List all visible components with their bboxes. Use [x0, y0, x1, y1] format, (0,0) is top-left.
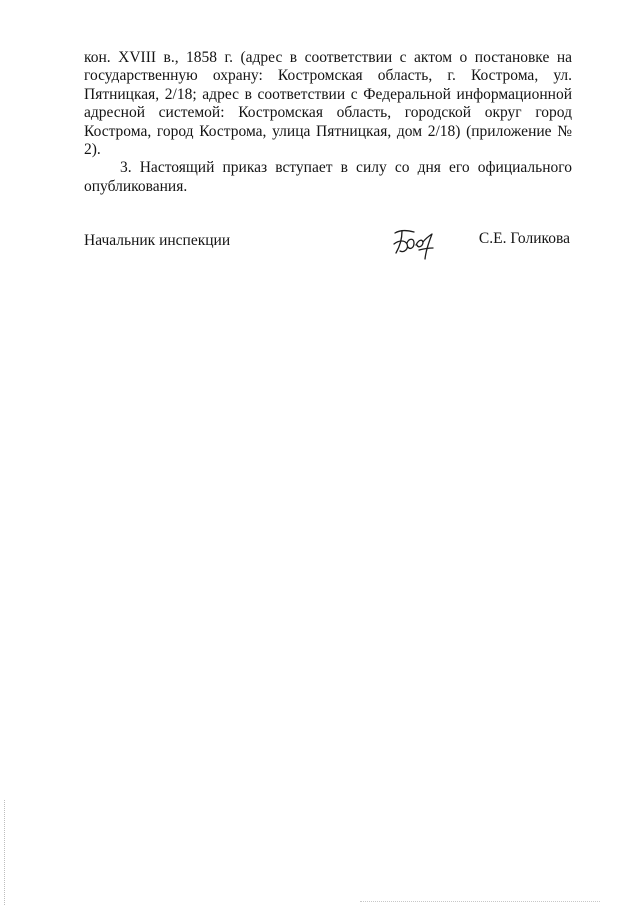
- handwritten-signature-icon: [390, 226, 438, 262]
- signatory-position: Начальник инспекции: [84, 232, 231, 249]
- scan-edge-artifact: [4, 800, 5, 905]
- signer-name: С.Е. Голикова: [478, 230, 570, 247]
- order-item-3: 3. Настоящий приказ вступает в силу со дня его официального опубликования.: [84, 159, 572, 195]
- signature-block: [84, 226, 570, 266]
- scan-bottom-artifact: [360, 901, 600, 902]
- continuation-paragraph: кон. XVIII в., 1858 г. (адрес в соответствии с актом о постановке на государственную охрану: Костромская область, г. Кострома, ул. Пятницкая, 2/18; адрес в соответствии с Федеральной информационной адресной системой: Костромская область, городской округ город Кострома, город Кострома, улица Пятницкая, дом 2/18) (приложение № 2).: [84, 49, 572, 159]
- document-body: [84, 49, 572, 196]
